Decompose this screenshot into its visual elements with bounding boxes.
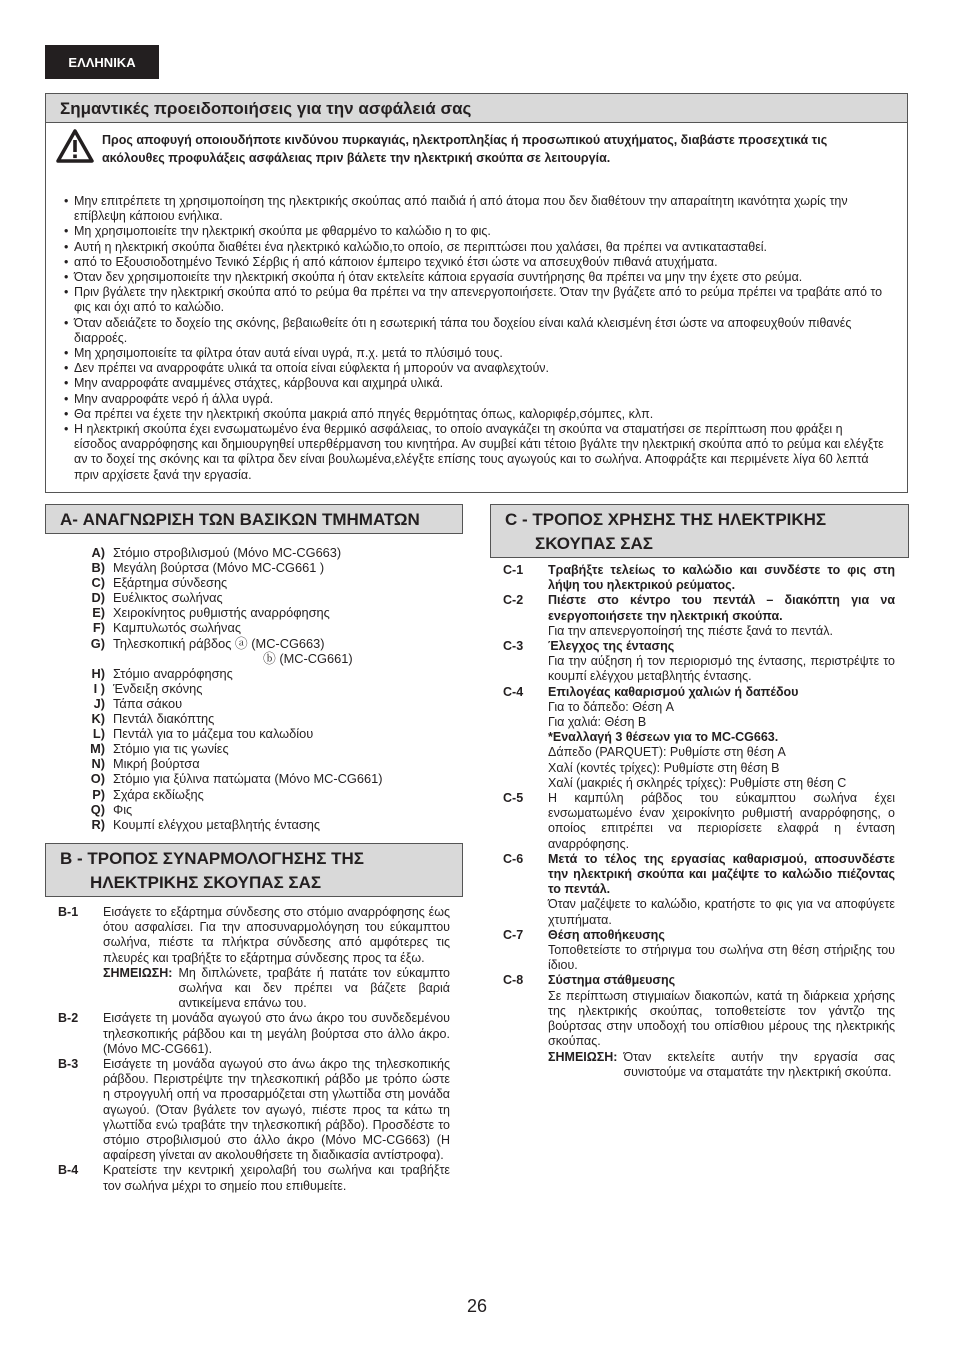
part-item — [65, 560, 465, 575]
section-b-title — [45, 843, 463, 897]
part-key: O) — [90, 771, 105, 787]
step-c — [503, 973, 895, 1079]
section-b-title-line1: B - ΤΡΟΠΟΣ ΣΥΝΑΡΜΟΛΟΓΗΣΗΣ ΤΗΣ — [60, 849, 364, 868]
part-item — [65, 545, 465, 560]
part-text: Πεντάλ διακόπτης — [113, 711, 215, 727]
part-text: Στόμιο στροβιλισμού (Μόνο MC-CG663) — [113, 545, 342, 560]
step-text: Εισάγετε τη μονάδα αγωγού στο άνω άκρο της τηλεσκοπικής ράβδου. Περιστρέψτε την τηλεσκοπική ράβδο με τρόπο ώστε η στρογγυλή οπή να προσαρμόζεται στη γλωττίδα στη μονάδα αγωγού. (Όταν βγάλετε τον αγωγό, πιέστε προς τα κάτω τη γλωττίδα ενώ τραβάτε την τηλεσκοπική ράβδο). Προσδέστε το στόμιο στροβιλισμού στο άλλο άκρο (Μόνο MC-CG663) (Η αφαίρεση γίνεται αν ακολουθήσετε τη διαδικασία αντίστροφα). — [103, 1057, 450, 1163]
part-text: Χειροκίνητος ρυθμιστής αναρρόφησης — [113, 605, 330, 621]
step-heading: Σύστημα στάθμευσης — [548, 973, 676, 988]
part-key: P) — [92, 786, 105, 802]
step-line: Τοποθετείστε το στήριγμα του σωλήνα στη θέση στήριξης του ίδιου. — [548, 943, 895, 973]
part-item — [65, 605, 465, 620]
part-text: Σχάρα εκδίωξης — [113, 786, 204, 802]
safety-item: • Θα πρέπει να έχετε την ηλεκτρική σκούπα μακριά από πηγές θερμότητας όπως, καλοριφέρ,σόμπες, κλπ. — [64, 407, 885, 422]
safety-item: • Δεν πρέπει να αναρροφάτε υλικά τα οποία είναι εύφλεκτα ή μπορούν να αναφλεχτούν. — [64, 361, 885, 376]
part-text: Τηλεσκοπική ράβδος ⓐ (MC-CG663) — [113, 635, 325, 651]
step-body — [103, 1163, 450, 1193]
step-body — [548, 791, 895, 852]
safety-list — [46, 194, 907, 483]
part-key: G) — [90, 635, 105, 651]
step-body — [103, 905, 450, 1011]
step-body — [548, 928, 895, 974]
part-text: Εξάρτημα σύνδεσης — [113, 575, 228, 591]
part-item — [65, 787, 465, 802]
step-heading: Τραβήξτε τελείως το καλώδιο και συνδέστε το φις στη λήψη του ηλεκτρικού ρεύματος. — [548, 563, 895, 593]
safety-item: • Μη χρησιμοποιείτε την ηλεκτρική σκούπα με φθαρμένο το καλώδιο η το φις. — [64, 224, 885, 239]
section-c-title — [490, 504, 909, 558]
section-c-title-line2: ΣΚΟΥΠΑΣ ΣΑΣ — [535, 534, 653, 553]
step-heading: Πιέστε στο κέντρο του πεντάλ – διακόπτη για να ενεργοποιήσετε την ηλεκτρική σκούπα. — [548, 593, 895, 623]
step-key: C-1 — [503, 563, 524, 577]
step-key: B-4 — [58, 1163, 79, 1178]
part-item — [65, 741, 465, 756]
safety-item: • Όταν δεν χρησιμοποιείτε την ηλεκτρική σκούπα ή όταν εκτελείτε κάποια εργασία συντήρησης θα πρέπει να μην την έχετε στο ρεύμα. — [64, 270, 885, 285]
part-text: Πεντάλ για το μάζεμα του καλωδίου — [113, 726, 314, 742]
part-key: I ) — [93, 680, 105, 696]
step-line: Για χαλιά: Θέση B — [548, 715, 647, 730]
safety-title: Σημαντικές προειδοποιήσεις για την ασφάλειά σας — [46, 94, 907, 123]
part-key: Q) — [90, 801, 105, 817]
safety-item: • Μην επιτρέπετε τη χρησιμοποίηση της ηλεκτρικής σκούπας από παιδιά ή από άτομα που δεν διαθέτουν την απαραίτητη ικανότητα χωρίς την επίβλεψη κάποιου ενήλικα. — [64, 194, 885, 224]
part-text: Καμπυλωτός σωλήνας — [113, 620, 242, 636]
step-c — [503, 852, 895, 928]
language-tab: ΕΛΛΗΝΙΚΑ — [45, 45, 159, 79]
part-item — [65, 590, 465, 605]
part-key: F) — [92, 620, 105, 636]
part-item — [65, 771, 465, 786]
step-subheading: *Εναλλαγή 3 θέσεων για το MC-CG663. — [548, 730, 779, 745]
safety-item: • Πριν βγάλετε την ηλεκτρική σκούπα από το ρεύμα θα πρέπει να την απενεργοποιήσετε. Όταν την βγάζετε από το ρεύμα πρέπει να τραβάτε από το φις και όχι από το καλώδιο. — [64, 285, 885, 315]
step-note — [548, 1050, 895, 1080]
safety-item: • Όταν αδειάζετε το δοχείο της σκόνης, βεβαιωθείτε ότι η εσωτερική τάπα του δοχείου είναι καλά κλεισμένη έτσι ώστε να αποφευχθούν πιθανές διαρροές. — [64, 316, 885, 346]
step-heading: Έλεγχος της έντασης — [548, 639, 675, 654]
part-item — [65, 726, 465, 741]
step-text: Εισάγετε τη μονάδα αγωγού στο άνω άκρο του συνδεδεμένου τηλεσκοπικής ράβδου και τη μεγάλη βούρτσα στο άλλο άκρο. (Μόνο MC-CG661). — [103, 1011, 450, 1056]
section-c-steps — [503, 563, 895, 1080]
part-text: Στόμιο για τις γωνίες — [113, 741, 229, 757]
part-text: Στόμιο αναρρόφησης — [113, 665, 233, 681]
step-body — [548, 593, 895, 639]
part-key: R) — [91, 816, 105, 832]
part-key — [215, 651, 263, 666]
part-text: Μικρή βούρτσα — [113, 756, 200, 772]
step-body — [548, 685, 895, 791]
part-key: E) — [92, 605, 105, 621]
safety-item: • Η ηλεκτρική σκούπα έχει ενσωματωμένο ένα θερμικό ασφάλειας, το οποίο αναγκάζει τη σκούπα να σταματήσει σε περίπτωση που φράξει η είσοδος αναρρόφησης και δημιουργηθεί υπερθέρμανση του κινητήρα. Αν συμβεί κάτι τέτοιο βγάλτε την ηλεκτρική σκούπα από το ρεύμα και ελέγξτε αν το δοχεί της σκόνης και τα φίλτρα δεν είναι βουλωμένα,ελέγξτε επίσης τους αγωγούς και το σωλήνα. Αποφράξτε και περιμένετε λίγα 60 λεπτά πριν αρχίσετε ξανά την εργασία. — [64, 422, 885, 483]
part-item — [65, 817, 465, 832]
step-heading: Μετά το τέλος της εργασίας καθαρισμού, αποσυνδέστε την ηλεκτρική σκούπα και μαζέψτε το καλώδιο πιέζοντας το πεντάλ. — [548, 851, 895, 897]
part-key: B) — [91, 560, 105, 576]
safety-warning — [46, 123, 907, 177]
parts-list — [65, 545, 465, 832]
part-text: ⓑ (MC-CG661) — [263, 650, 353, 666]
note-label: ΣΗΜΕΙΩΣΗ: — [103, 965, 173, 980]
step-text: Κρατείστε την κεντρική χειρολαβή του σωλήνα και τραβήξτε τον σωλήνα μέχρι το σημείο που επιθυμείτε. — [103, 1163, 450, 1193]
part-item — [65, 575, 465, 590]
safety-box — [45, 93, 908, 493]
step-c — [503, 685, 895, 791]
part-item — [65, 636, 465, 651]
part-key: N) — [91, 756, 105, 772]
safety-item: • Μη χρησιμοποιείτε τα φίλτρα όταν αυτά είναι υγρά, π.χ. μετά το πλύσιμό τους. — [64, 346, 885, 361]
part-item — [65, 620, 465, 635]
part-text: Κουμπί ελέγχου μεταβλητής έντασης — [113, 816, 321, 832]
step-text: Εισάγετε το εξάρτημα σύνδεσης στο στόμιο αναρρόφησης έως ότου ασφαλίσει. Για την αποσυναρμολόγηση του εύκαμπτου σωλήνα, πιέστε τα πλήκτρα σύνδεσης από αμφότερες τις πλευρές και τραβήξτε το εξάρτημα σύνδεσης προς τα έξω. — [103, 905, 450, 965]
section-c-title-line1: C - ΤΡΟΠΟΣ ΧΡΗΣΗΣ ΤΗΣ ΗΛΕΚΤΡΙΚΗΣ — [505, 510, 827, 529]
step-note — [103, 966, 450, 1012]
step-b — [58, 1163, 450, 1193]
step-subline: Χαλί (κοντές τρίχες): Ρυθμίστε στη θέση B — [548, 760, 780, 775]
part-text: Τάπα σάκου — [113, 695, 183, 711]
part-text: Ένδειξη σκόνης — [113, 680, 203, 696]
step-key: C-8 — [503, 973, 524, 988]
step-heading: Επιλογέας καθαρισμού χαλιών ή δαπέδου — [548, 684, 799, 699]
step-subline: Δάπεδο (PARQUET): Ρυθμίστε στη θέση A — [548, 745, 786, 760]
step-key: C-7 — [503, 927, 524, 942]
step-c — [503, 563, 895, 593]
step-c — [503, 593, 895, 639]
part-item — [65, 802, 465, 817]
part-item — [65, 711, 465, 726]
step-line: Η καμπύλη ράβδος του εύκαμπτου σωλήνα έχει ενσωματωμένο έναν χειροκίνητο ρυθμιστή αναρρόφησης, ο οποίος επιτρέπει να περιορίσετε ελαφρά η ένταση αναρρόφησης. — [548, 791, 895, 851]
note-label: ΣΗΜΕΙΩΣΗ: — [548, 1049, 618, 1064]
step-line: Για το δάπεδο: Θέση A — [548, 699, 675, 714]
part-key: H) — [91, 665, 105, 681]
safety-warning-text: Προς αποφυγή οποιουδήποτε κινδύνου πυρκαγιάς, ηλεκτροπληξίας ή προσωπικού ατυχήματος, διαβάστε προσεχτικά τις ακόλουθες προφυλάξεις ασφάλειας πριν βάλετε την ηλεκτρική σκούπα σε λειτουργία. — [102, 133, 828, 165]
step-key: B-3 — [58, 1057, 79, 1072]
step-b — [58, 1057, 450, 1163]
step-key: C-3 — [503, 639, 524, 654]
step-body — [548, 563, 895, 593]
safety-item: • Αυτή η ηλεκτρική σκούπα διαθέτει ένα ηλεκτρικό καλώδιο,το οποίο, σε περιπτώσει που χαλάσει, θα πρέπει να αντικατασταθεί. — [64, 240, 885, 255]
step-key: C-4 — [503, 684, 524, 699]
step-heading: Θέση αποθήκευσης — [548, 927, 665, 942]
part-key: D) — [91, 590, 105, 606]
part-item — [65, 681, 465, 696]
step-key: C-5 — [503, 791, 524, 806]
page-number: 26 — [466, 1296, 488, 1316]
part-item — [65, 666, 465, 681]
part-item — [65, 651, 465, 666]
step-body — [548, 973, 895, 1079]
step-key: C-6 — [503, 851, 524, 866]
part-text: Μεγάλη βούρτσα (Μόνο MC-CG661 ) — [113, 560, 325, 576]
note-text: Μη διπλώνετε, τραβάτε ή πατάτε τον εύκαμπτο σωλήνα και δεν πρέπει να βάζετε βαριά αντικείμενα επάνω του. — [178, 965, 450, 1011]
step-c — [503, 791, 895, 852]
safety-item: • από το Εξουσιοδοτημένο Τενικό Σέρβις ή από κάποιον έμπειρο τεχνικό έτσι ώστε να απσευχθούν πιθανά ατυχήματα. — [64, 255, 885, 270]
step-body — [103, 1057, 450, 1163]
step-b — [58, 905, 450, 1011]
step-c — [503, 928, 895, 974]
step-line: Σε περίπτωση στιγμιαίων διακοπών, κατά τη διάρκεια χρήσης της ηλεκτρικής σκούπας, τοποθετείστε τον γάντζο της βούρτσας στην υποδοχή του οπίσθιου μέρους της ηλεκτρικής σκούπας. — [548, 988, 895, 1049]
part-key: M) — [90, 741, 105, 757]
step-subline: Χαλί (μακριές ή σκληρές τρίχες): Ρυθμίστε στη θέση C — [548, 775, 847, 790]
warning-icon — [56, 129, 94, 163]
safety-item: • Μην αναρροφάτε αναμμένες στάχτες, κάρβουνα και αιχμηρά υλικά. — [64, 376, 885, 391]
section-b-steps — [58, 905, 450, 1194]
part-item — [65, 696, 465, 711]
section-a-title: A- ΑΝΑΓΝΩΡΙΣΗ ΤΩΝ ΒΑΣΙΚΩΝ ΤΜΗΜΑΤΩΝ — [45, 504, 463, 534]
step-line: Για την αύξηση ή τον περιορισμό της έντασης, περιστρέψτε το κουμπί ελέγχου μεταβλητής έντασης. — [548, 654, 895, 684]
safety-item: • Μην αναρροφάτε νερό ή άλλα υγρά. — [64, 392, 885, 407]
part-key: J) — [93, 695, 105, 711]
step-line: Όταν μαζέψετε το καλώδιο, κρατήστε το φις για να αποφύγετε χτυπήματα. — [548, 897, 895, 927]
section-b-title-line2: ΗΛΕΚΤΡΙΚΗΣ ΣΚΟΥΠΑΣ ΣΑΣ — [90, 873, 322, 892]
part-text: Στόμιο για ξύλινα πατώματα (Μόνο MC-CG661) — [113, 771, 383, 787]
note-text: Όταν εκτελείτε αυτήν την εργασία σας συνιστούμε να σταματάτε την ηλεκτρική σκούπα. — [623, 1049, 895, 1079]
step-body — [548, 852, 895, 928]
step-key: B-1 — [58, 905, 79, 919]
step-body — [548, 639, 895, 685]
step-c — [503, 639, 895, 685]
step-line: Για την απενεργοποίησή της πιέστε ξανά το πεντάλ. — [548, 623, 833, 638]
part-text: Ευέλικτος σωλήνας — [113, 590, 223, 606]
step-key: B-2 — [58, 1011, 79, 1026]
step-key: C-2 — [503, 593, 524, 608]
part-key: K) — [91, 711, 105, 727]
part-key: C) — [91, 575, 105, 591]
step-b — [58, 1011, 450, 1057]
part-key: L) — [92, 726, 105, 742]
step-body — [103, 1011, 450, 1057]
part-item — [65, 756, 465, 771]
part-key: A) — [91, 545, 105, 560]
part-text: Φις — [113, 801, 133, 817]
